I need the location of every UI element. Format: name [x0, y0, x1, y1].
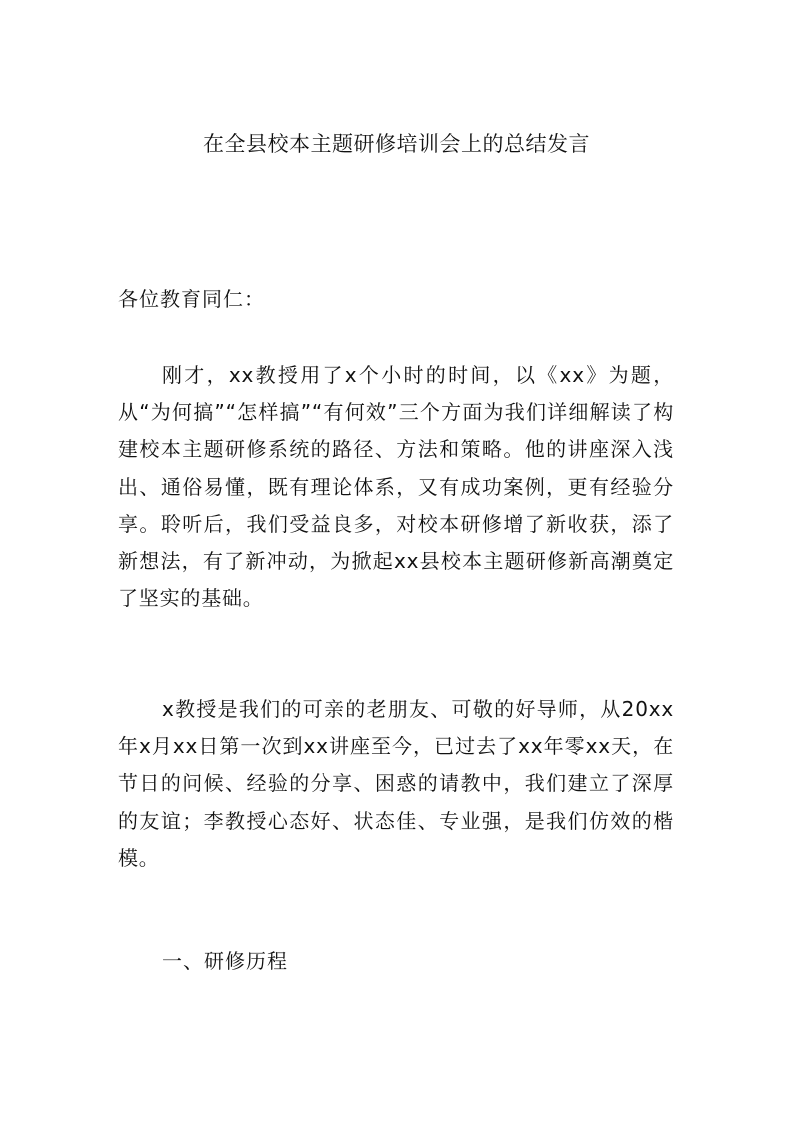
paragraph-1: 刚才，xx教授用了x个小时的时间，以《xx》为题，从“为何搞”“怎样搞”“有何效”三个方面为我们详细解读了构建校本主题研修系统的路径、方法和策略。他的讲座深入浅出、通俗易懂，既有理论体系，又有成功案例，更有经验分享。聆听后，我们受益良多，对校本研修增了新收获，添了新想法，有了新冲动，为掀起xx县校本主题研修新高潮奠定了坚实的基础。	[118, 363, 674, 611]
document-title: 在全县校本主题研修培训会上的总结发言	[203, 132, 590, 156]
paragraph-2: x教授是我们的可亲的老朋友、可敬的好导师，从20xx年x月xx日第一次到xx讲座至今，已过去了xx年零xx天，在节日的问候、经验的分享、困惑的请教中，我们建立了深厚的友谊；李教授心态好、状态佳、专业强，是我们仿效的楷模。	[118, 697, 674, 870]
section-heading: 一、研修历程	[162, 949, 288, 973]
salutation: 各位教育同仁：	[118, 287, 265, 311]
